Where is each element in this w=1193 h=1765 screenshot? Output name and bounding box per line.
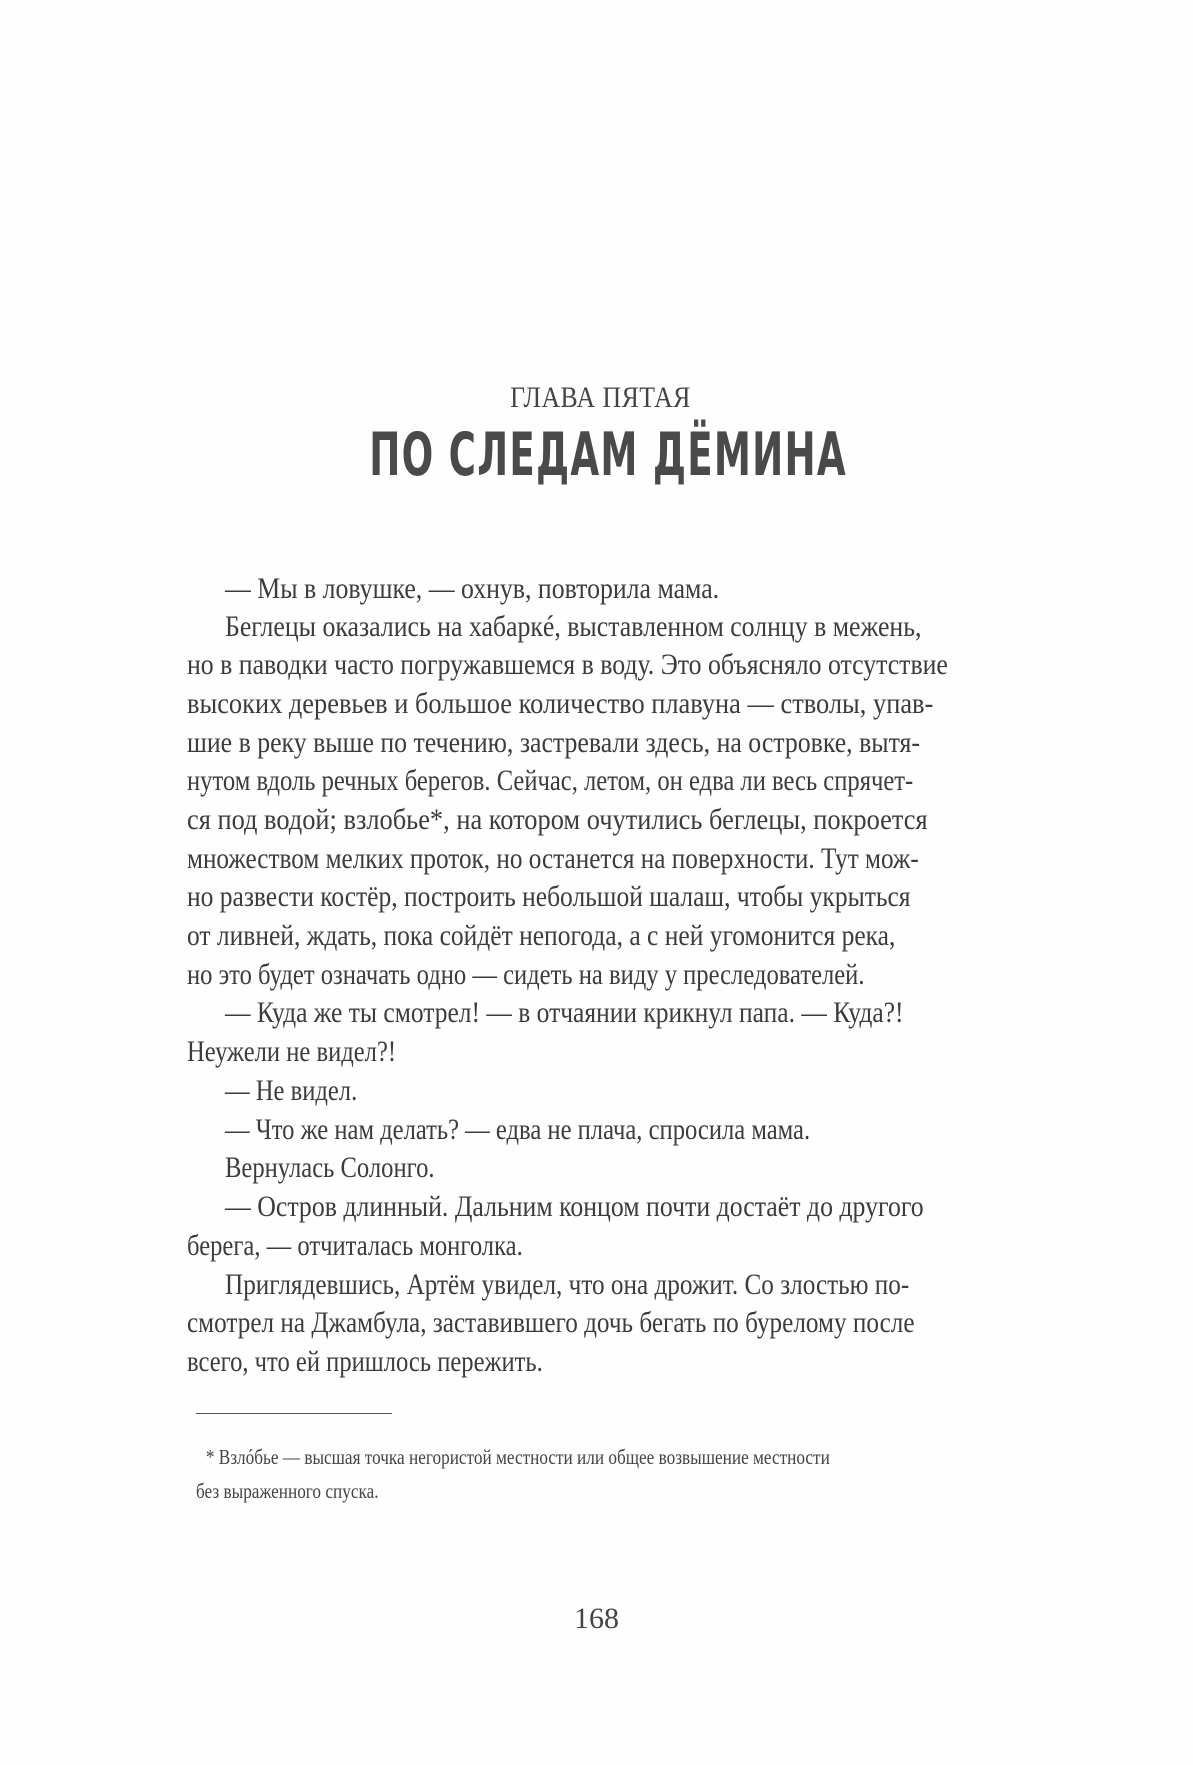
text-line: ся под водой; взлобье*, на котором очутились беглецы, покроется — [187, 803, 928, 836]
text-line: берега, — отчиталась монголка. — [187, 1229, 523, 1262]
footnote — [196, 1440, 1141, 1508]
text-line: — Остров длинный. Дальним концом почти достаёт до другого — [225, 1190, 924, 1223]
text-line: от ливней, ждать, пока сойдёт непогода, а с ней угомонится река, — [187, 919, 896, 952]
text-line: высоких деревьев и большое количество плавуна — стволы, упав- — [187, 687, 934, 720]
text-line: но это будет означать одно — сидеть на виду у преследователей. — [187, 958, 865, 991]
page-number: 168 — [574, 1602, 619, 1635]
text-line: но в паводки часто погружавшемся в воду. Это объясняло отсутствие — [187, 648, 948, 681]
text-line: Неужели не видел?! — [187, 1035, 397, 1068]
text-line: Приглядевшись, Артём увидел, что она дрожит. Со злостью по- — [225, 1268, 910, 1301]
text-line: — Не видел. — [225, 1074, 358, 1107]
text-line: всего, что ей пришлось пережить. — [187, 1345, 543, 1378]
footnote-line: без выраженного спуска. — [196, 1479, 379, 1503]
text-line: — Мы в ловушке, — охнув, повторила мама. — [225, 572, 720, 605]
text-line: но развести костёр, построить небольшой шалаш, чтобы укрыться — [187, 880, 911, 913]
text-line: — Что же нам делать? — едва не плача, спросила мама. — [225, 1113, 811, 1146]
text-line: смотрел на Джамбула, заставившего дочь бегать по бурелому после — [187, 1306, 915, 1339]
text-line: шие в реку выше по течению, застревали здесь, на островке, вытя- — [187, 726, 921, 759]
chapter-title: ПО СЛЕДАМ ДЁМИНА — [369, 420, 847, 490]
chapter-number: ГЛАВА ПЯТАЯ — [510, 381, 691, 414]
text-line: Вернулась Солонго. — [225, 1151, 435, 1184]
text-line: Беглецы оказались на хабаркé, выставленном солнцу в межень, — [225, 610, 922, 643]
footnote-divider — [196, 1413, 392, 1414]
text-line: — Куда же ты смотрел! — в отчаянии крикнул папа. — Куда?! — [225, 996, 904, 1029]
footnote-line: * Взлóбье — высшая точка негористой местности или общее возвышение местности — [205, 1445, 830, 1469]
text-line: множеством мелких проток, но останется на поверхности. Тут мож- — [187, 842, 919, 875]
text-line: нутом вдоль речных берегов. Сейчас, летом, он едва ли весь спрячет- — [187, 764, 914, 797]
